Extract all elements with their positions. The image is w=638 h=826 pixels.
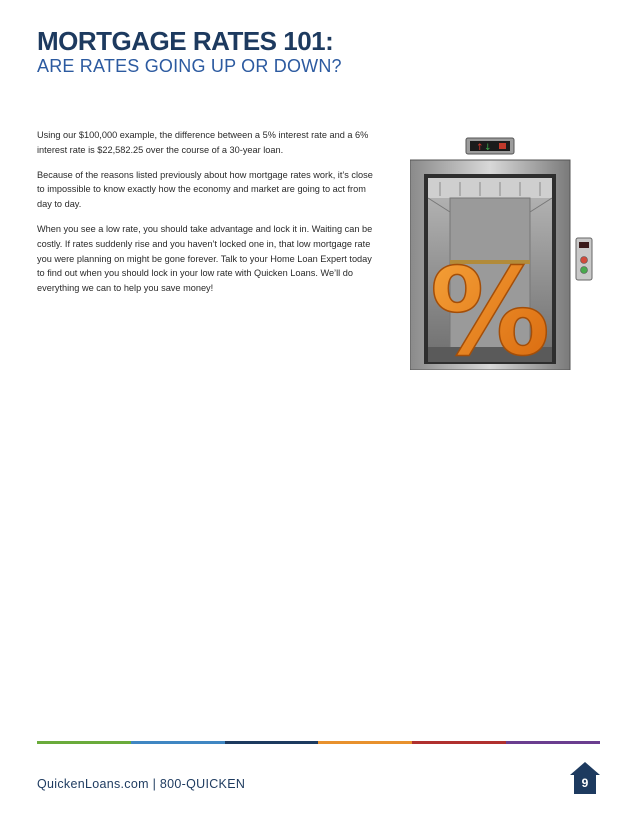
- paragraph: Using our $100,000 example, the difference between a 5% interest rate and a 6% interest rate is $22,582.25 over the course of a 30-year loan.: [37, 130, 369, 155]
- paragraph: When you see a low rate, you should take advantage and lock it in. Waiting can be costly. If rates suddenly rise and you haven’t locked one in, that low mortgage rate you were planning on might be gone forever. Talk to your Home Loan Expert today to find out when you should lock in your low rate with Quicken Loans. We’ll do everything we can to help you save money!: [37, 223, 373, 294]
- svg-text:↓: ↓: [484, 143, 492, 153]
- svg-text:%: %: [429, 244, 551, 370]
- page-subtitle: ARE RATES GOING UP OR DOWN?: [37, 56, 342, 76]
- footer-bar-segment: [225, 741, 319, 744]
- page-title: MORTGAGE RATES 101:: [37, 26, 334, 56]
- body-text: [37, 128, 375, 306]
- paragraph: Because of the reasons listed previously about how mortgage rates work, it’s close to impossible to know exactly how the economy and market are going to act from day to day.: [37, 169, 373, 210]
- footer-bar-segment: [131, 741, 225, 744]
- footer-color-bar: [37, 741, 600, 744]
- footer-bar-segment: [318, 741, 412, 744]
- footer-contact: QuickenLoans.com | 800-QUICKEN: [37, 777, 246, 791]
- svg-text:↑: ↑: [476, 143, 484, 153]
- footer-bar-segment: [412, 741, 506, 744]
- elevator-percent-icon: [410, 132, 608, 370]
- page-number: 9: [581, 776, 589, 790]
- footer-bar-segment: [506, 741, 600, 744]
- footer-bar-segment: [37, 741, 131, 744]
